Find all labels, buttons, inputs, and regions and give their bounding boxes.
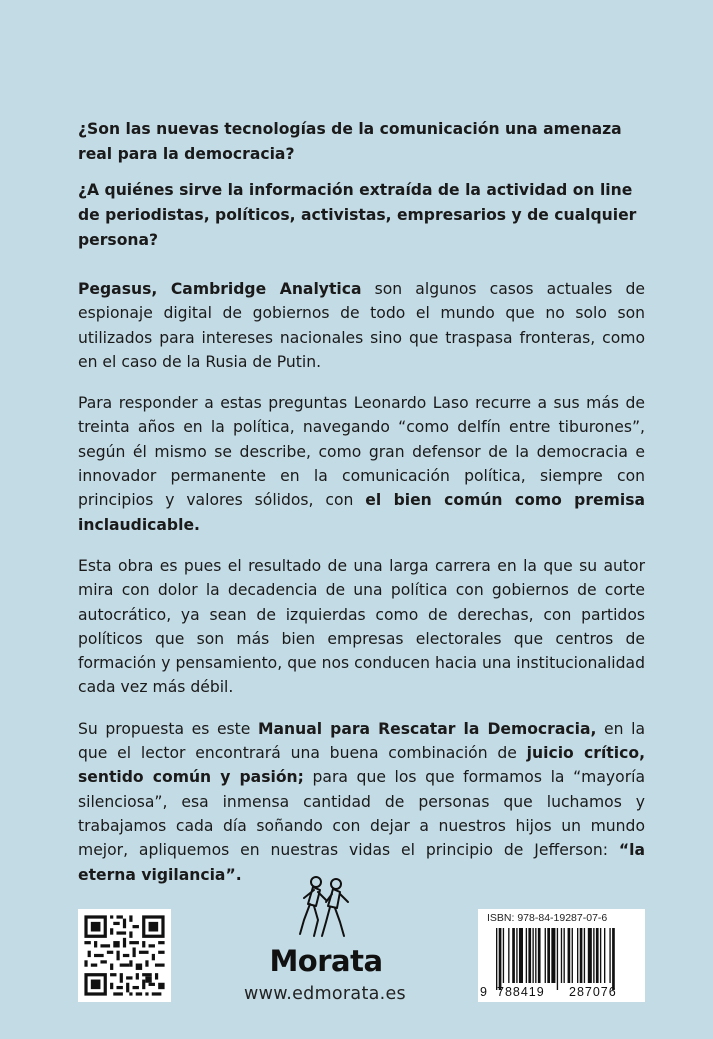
qr-code-icon xyxy=(78,909,171,1002)
barcode-bar xyxy=(516,928,517,983)
paragraph-4-text-3: para que los que formamos la “mayoría silenciosa”, esa inmensa cantidad de personas que luchamos y trabajamos cada día soñando con dejar a nuestros hijos un mundo mejor, apliquemos en nuestras vidas el principio de Jefferson: xyxy=(78,768,645,860)
paragraph-1-bold: Pegasus, Cambridge Analytica xyxy=(78,280,362,298)
publisher-website[interactable]: www.edmorata.es xyxy=(244,984,406,1004)
barcode-bar xyxy=(572,928,573,983)
paragraph-1-text: son algunos casos actuales de espionaje digital de gobiernos de todo el mundo que no solo son utilizados para intereses nacionales sino que traspasa fronteras, como en el caso de la Rusia de Putin. xyxy=(78,280,645,371)
barcode-bar xyxy=(499,928,502,990)
paragraph-4 xyxy=(78,717,645,887)
footer xyxy=(0,870,713,1039)
barcode-bar xyxy=(547,928,550,983)
barcode-bar xyxy=(535,928,536,983)
barcode-bar xyxy=(612,928,615,990)
barcode-bar xyxy=(604,928,605,983)
qr-code[interactable] xyxy=(78,909,171,1002)
barcode-bar xyxy=(532,928,533,983)
paragraph-2-bold: el bien común como premisa inclaudicable. xyxy=(78,491,645,534)
barcode-bar xyxy=(503,928,504,983)
people-walking-icon xyxy=(296,874,356,942)
barcode-bar xyxy=(538,928,541,983)
publisher-name: Morata xyxy=(269,944,383,978)
barcode-bar xyxy=(564,928,565,983)
paragraph-4-bold-3: “la eterna vigilancia”. xyxy=(78,841,645,884)
publisher-logo xyxy=(256,870,396,978)
barcode-group-1: 788419 xyxy=(497,985,545,999)
barcode-bar xyxy=(588,928,592,983)
barcode-bar xyxy=(580,928,583,983)
paragraph-3: Esta obra es pues el resultado de una larga carrera en la que su autor mira con dolor la decadencia de una política con gobiernos de corte autocrático, ya sean de izquierdas como de derechas, con partidos políticos que son más bien empresas electorales que centros de formación y pensamiento, que nos conducen hacia una institucionalidad cada vez más débil. xyxy=(78,556,645,697)
question-2: ¿A quiénes sirve la información extraída de la actividad on line de periodistas, políticos, activistas, empresarios y de cualquier persona? xyxy=(78,181,637,249)
back-cover-text xyxy=(78,117,645,904)
paragraph-4-bold-2: juicio crítico, sentido común y pasión; xyxy=(78,744,645,787)
barcode-bar xyxy=(577,928,578,983)
isbn-label: ISBN: 978-84-19287-07-6 xyxy=(487,912,608,924)
barcode-bar xyxy=(584,928,585,983)
barcode-bar xyxy=(508,928,509,983)
barcode-bar xyxy=(561,928,562,983)
paragraph-2 xyxy=(78,391,645,537)
barcode-bar xyxy=(545,928,546,983)
barcode-bar xyxy=(568,928,571,983)
barcode-bar xyxy=(528,928,531,983)
paragraph-4-bold-1: Manual para Rescatar la Democracia, xyxy=(258,719,597,738)
barcode-bar xyxy=(519,928,523,983)
barcode-digit-first: 9 xyxy=(480,985,488,999)
barcode-bar xyxy=(593,928,594,983)
barcode-group-2: 287076 xyxy=(569,985,617,999)
barcode-bar xyxy=(526,928,527,983)
barcode-bar xyxy=(512,928,515,983)
barcode-icon xyxy=(486,928,637,990)
question-1: ¿Son las nuevas tecnologías de la comunicación una amenaza real para la democracia? xyxy=(78,120,622,163)
paragraph-4-text-1: Su propuesta es este xyxy=(78,719,258,738)
barcode-bar xyxy=(596,928,599,983)
barcode-bar xyxy=(557,928,558,990)
barcode-bar xyxy=(609,928,610,983)
barcode-bar xyxy=(496,928,497,990)
paragraph-1 xyxy=(78,277,645,374)
paragraph-4-text-2: en la que el lector encontrará una buena combinación de xyxy=(78,719,645,763)
barcode-bar xyxy=(551,928,555,983)
barcode-bar xyxy=(600,928,601,983)
barcode xyxy=(478,909,645,1002)
paragraph-2-text: Para responder a estas preguntas Leonardo Laso recurre a sus más de treinta años en la política, navegando “como delfín entre tiburones”, según él mismo se describe, como gran defensor de la democracia e innovador permanente en la comunicación política, siempre con principios y valores sólidos, con xyxy=(78,394,645,510)
